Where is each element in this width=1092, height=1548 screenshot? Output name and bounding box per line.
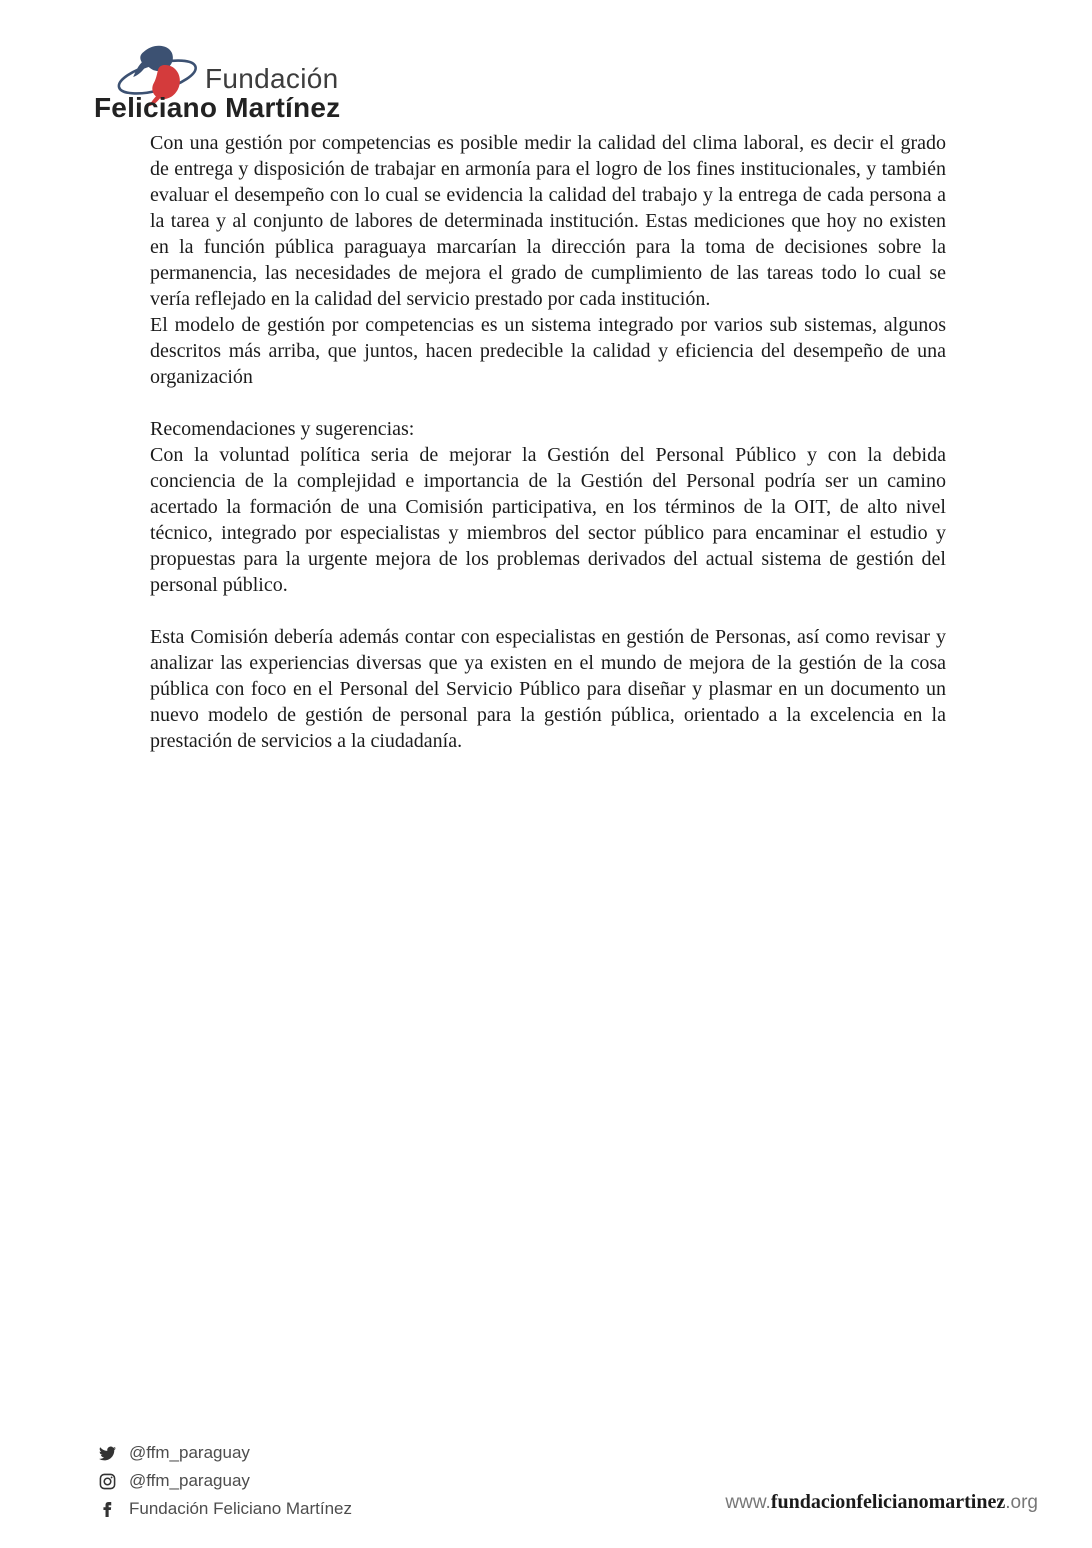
website-url[interactable]	[725, 1491, 1038, 1514]
url-prefix: www.	[725, 1492, 771, 1513]
recommendations-heading: Recomendaciones y sugerencias:	[150, 418, 415, 440]
instagram-icon	[99, 1473, 116, 1490]
facebook-link[interactable]	[99, 1495, 352, 1523]
twitter-handle: @ffm_paraguay	[129, 1443, 250, 1462]
paragraph-competencias-medicion: Con una gestión por competencias es posible medir la calidad del clima laboral, es decir el grado de entrega y disposición de trabajar en armonía para el logro de los fines institucionales, y también evaluar el desempeño con lo cual se evidencia la calidad del trabajo y la entrega de cada persona a la tarea y al conjunto de labores de determinada institución. Estas mediciones que hoy no existen en la función pública paraguaya marcarían la dirección para la toma de decisiones sobre la permanencia, las necesidades de mejora el grado de cumplimiento de las tareas todo lo cual se vería reflejado en la calidad del servicio prestado por cada institución.	[150, 132, 946, 310]
blank-line	[150, 390, 946, 416]
url-domain: fundacionfelicianomartinez	[770, 1491, 1006, 1513]
paragraph-voluntad-politica: Con la voluntad política seria de mejorar la Gestión del Personal Público y con la debida conciencia de la complejidad e importancia de la Gestión del Personal podría ser un camino acertado la formación de una Comisión participativa, en los términos de la OIT, de alto nivel técnico, integrado por especialistas y miembros del sector público para encaminar el estudio y propuestas para la urgente mejora de los problemas derivados del actual sistema de gestión del personal público.	[150, 444, 946, 596]
instagram-link[interactable]	[99, 1467, 352, 1495]
instagram-handle: @ffm_paraguay	[129, 1471, 250, 1490]
url-suffix: .org	[1005, 1492, 1038, 1513]
facebook-page-name: Fundación Feliciano Martínez	[129, 1499, 353, 1518]
blank-line	[150, 598, 946, 624]
twitter-icon	[99, 1445, 116, 1462]
document-body	[150, 130, 946, 754]
brand-name-top: Fundación	[205, 63, 339, 94]
facebook-icon	[99, 1501, 116, 1518]
brand-name-bottom: Feliciano Martínez	[94, 92, 341, 123]
social-links	[99, 1439, 352, 1523]
twitter-link[interactable]	[99, 1439, 352, 1467]
paragraph-comision-especialistas: Esta Comisión debería además contar con especialistas en gestión de Personas, así como revisar y analizar las experiencias diversas que ya existen en el mundo de mejora de la gestión de la cosa pública con foco en el Personal del Servicio Público para diseñar y plasmar en un documento un nuevo modelo de gestión de personal para la gestión pública, orientado a la excelencia en la prestación de servicios a la ciudadanía.	[150, 626, 946, 752]
paragraph-modelo-gestion: El modelo de gestión por competencias es un sistema integrado por varios sub sistemas, algunos descritos más arriba, que juntos, hacen predecible la calidad y eficiencia del desempeño de una organización	[150, 314, 946, 388]
